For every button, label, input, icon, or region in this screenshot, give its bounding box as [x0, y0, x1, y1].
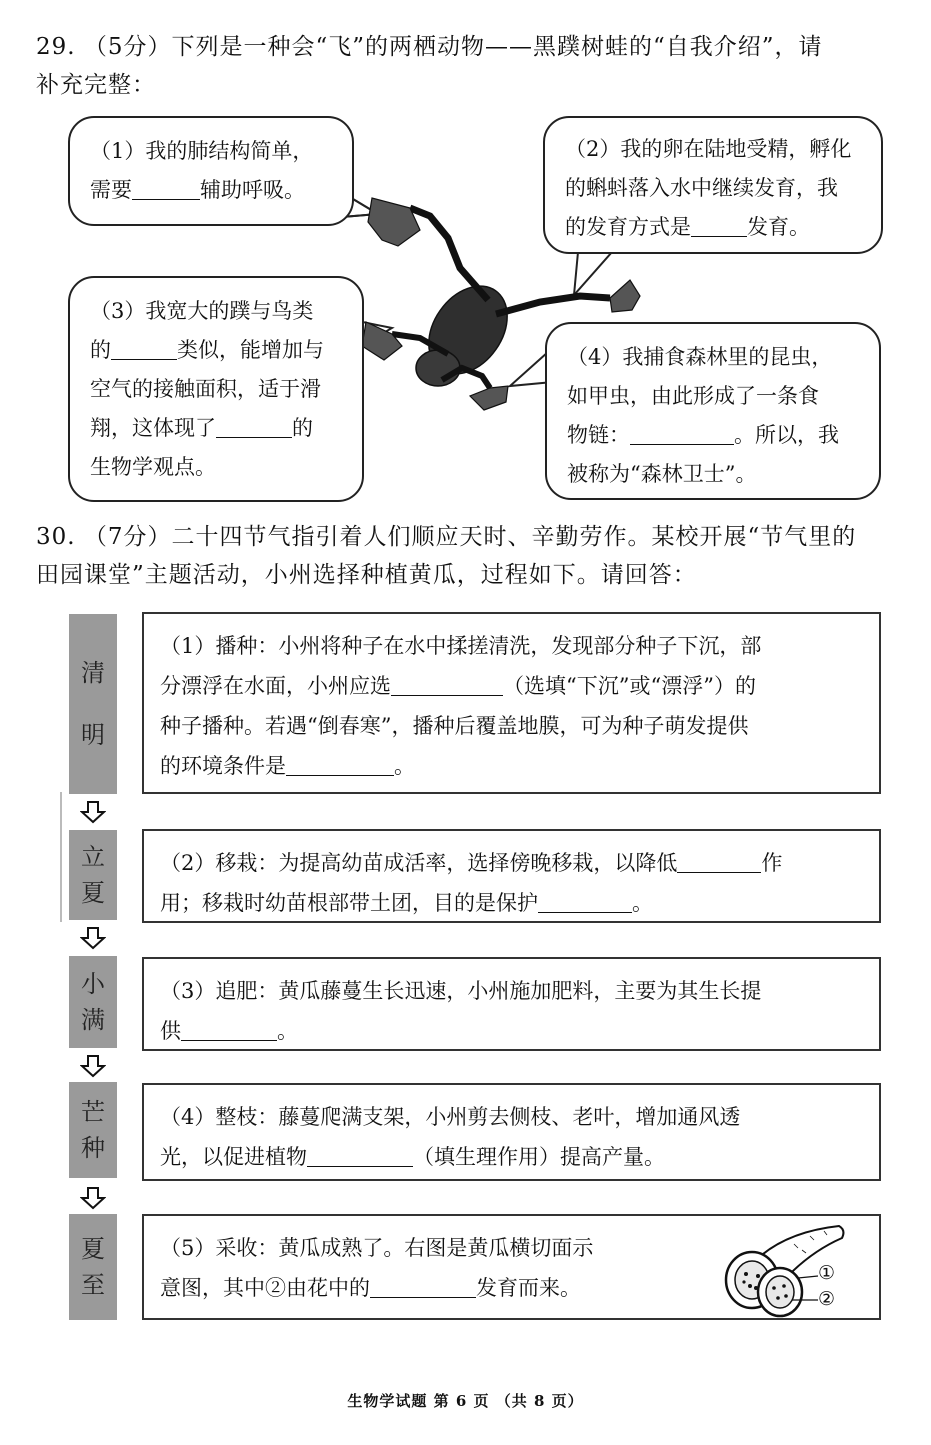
arrow-down-icon — [80, 926, 106, 950]
answer-blank-8[interactable] — [677, 848, 761, 873]
bubble-lung — [68, 116, 354, 226]
s4-text-2: （填生理作用）提高产量。 — [413, 1145, 665, 1169]
b3-text: 的 — [90, 338, 111, 362]
s4-text: 光，以促进植物 — [160, 1145, 307, 1169]
answer-blank-1[interactable] — [132, 175, 200, 200]
season-char: 小 — [81, 970, 105, 998]
b4-line4: 被称为“森林卫士”。 — [567, 462, 757, 486]
q30-line2: 田园课堂”主题活动，小州选择种植黄瓜，过程如下。请回答： — [36, 562, 697, 588]
season-char: 至 — [81, 1271, 105, 1299]
answer-blank-11[interactable] — [307, 1142, 413, 1167]
answer-blank-3[interactable] — [111, 335, 177, 360]
s1-line1: （1）播种：小州将种子在水中揉搓清洗，发现部分种子下沉，部 — [160, 634, 762, 658]
arrow-down-icon — [80, 800, 106, 824]
answer-blank-12[interactable] — [370, 1273, 476, 1298]
s1-text-4: 。 — [394, 754, 415, 778]
cucumber-label-1: ① — [818, 1262, 836, 1284]
answer-blank-6[interactable] — [391, 671, 503, 696]
b4-text: 物链： — [567, 423, 630, 447]
b4-line2: 如甲虫，由此形成了一条食 — [567, 384, 819, 408]
season-char: 清 — [81, 659, 105, 687]
b3-text-4: 的 — [292, 416, 313, 440]
bubble-development — [543, 116, 883, 254]
s1-text-2: （选填“下沉”或“漂浮”）的 — [503, 674, 756, 698]
season-qingming — [69, 614, 117, 794]
answer-blank-10[interactable] — [181, 1016, 277, 1041]
s5-text-2: 发育而来。 — [476, 1276, 581, 1300]
arrow-down-icon — [80, 1054, 106, 1078]
q30-line1: 30. （7分）二十四节气指引着人们顺应天时、辛勤劳作。某校开展“节气里的 — [36, 524, 857, 550]
answer-blank-4[interactable] — [216, 413, 292, 438]
b3-line5: 生物学观点。 — [90, 455, 216, 479]
question-30-text — [36, 518, 905, 594]
s1-text-3: 的环境条件是 — [160, 754, 286, 778]
q29-line2: 补充完整： — [36, 72, 156, 98]
divider-line — [60, 792, 62, 922]
b2-line2: 的蝌蚪落入水中继续发育，我 — [565, 176, 838, 200]
s2-text-4: 。 — [632, 891, 653, 915]
season-char: 夏 — [81, 879, 105, 907]
b4-text-2: 。所以，我 — [734, 423, 839, 447]
season-char: 满 — [81, 1006, 105, 1034]
b2-text-2: 发育。 — [747, 215, 810, 239]
s3-text-2: 。 — [277, 1019, 298, 1043]
b3-text-2: 类似，能增加与 — [177, 338, 324, 362]
q29-line1: 29. （5分）下列是一种会“飞”的两栖动物——黑蹼树蛙的“自我介绍”，请 — [36, 34, 823, 60]
b4-line1: （4）我捕食森林里的昆虫， — [567, 345, 833, 369]
season-char: 夏 — [81, 1235, 105, 1263]
step-sowing — [142, 612, 881, 794]
season-char: 种 — [81, 1134, 105, 1162]
answer-blank-9[interactable] — [538, 888, 632, 913]
b3-line3: 空气的接触面积，适于滑 — [90, 377, 321, 401]
page-footer: 生物学试题 第 6 页 （共 8 页） — [347, 1392, 584, 1410]
season-char: 明 — [81, 721, 105, 749]
b1-text: 需要 — [90, 178, 132, 202]
season-xiaoman — [69, 956, 117, 1048]
season-mangzhong — [69, 1082, 117, 1178]
bubble-webbing — [68, 276, 364, 502]
b3-text-3: 翔，这体现了 — [90, 416, 216, 440]
s5-line1: （5）采收：黄瓜成熟了。右图是黄瓜横切面示 — [160, 1236, 594, 1260]
step-fertilize — [142, 957, 881, 1051]
s3-line1: （3）追肥：黄瓜藤蔓生长迅速，小州施加肥料，主要为其生长提 — [160, 979, 762, 1003]
b2-line1: （2）我的卵在陆地受精，孵化 — [565, 137, 852, 161]
s3-text: 供 — [160, 1019, 181, 1043]
s2-text-3: 用；移栽时幼苗根部带土团，目的是保护 — [160, 891, 538, 915]
season-xiazhi — [69, 1214, 117, 1320]
season-char: 立 — [81, 843, 105, 871]
cucumber-cross-section — [714, 1222, 864, 1318]
b3-line1: （3）我宽大的蹼与鸟类 — [90, 299, 314, 323]
s2-text-2: 作 — [761, 851, 783, 875]
s4-line1: （4）整枝：藤蔓爬满支架，小州剪去侧枝、老叶，增加通风透 — [160, 1105, 741, 1129]
step-transplant — [142, 829, 881, 923]
b2-text: 的发育方式是 — [565, 215, 691, 239]
step-prune — [142, 1083, 881, 1181]
season-char: 芒 — [81, 1098, 105, 1126]
season-lixia — [69, 830, 117, 920]
b1-line1: （1）我的肺结构简单， — [90, 139, 314, 163]
s2-text: （2）移栽：为提高幼苗成活率，选择傍晚移栽，以降低 — [160, 851, 678, 875]
answer-blank-7[interactable] — [286, 751, 394, 776]
b1-text-2: 辅助呼吸。 — [200, 178, 305, 202]
s1-text: 分漂浮在水面，小州应选 — [160, 674, 391, 698]
answer-blank-5[interactable] — [630, 420, 734, 445]
cucumber-label-2: ② — [818, 1288, 836, 1310]
answer-blank-2[interactable] — [691, 212, 747, 237]
s5-text: 意图，其中②由花中的 — [160, 1276, 370, 1300]
s1-line3: 种子播种。若遇“倒春寒”，播种后覆盖地膜，可为种子萌发提供 — [160, 714, 749, 738]
arrow-down-icon — [80, 1186, 106, 1210]
bubble-food-chain — [545, 322, 881, 500]
